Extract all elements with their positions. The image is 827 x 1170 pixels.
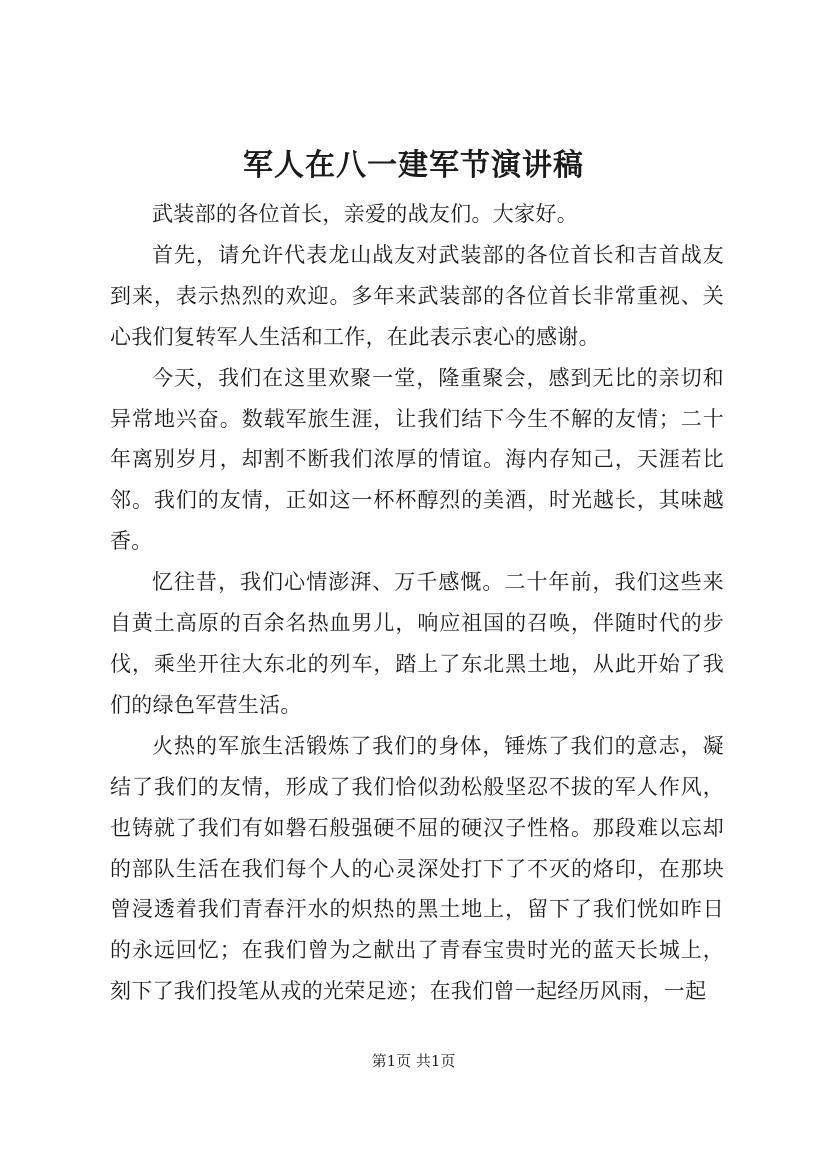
paragraph-memories: 忆往昔，我们心情澎湃、万千感慨。二十年前，我们这些来自黄土高原的百余名热血男儿，响应祖国的召唤，伴随时代的步伐，乘坐开往大东北的列车，踏上了东北黑土地，从此开始了我们的绿色军营生活。: [110, 570, 724, 717]
document-title: 军人在八一建军节演讲稿: [243, 148, 584, 183]
document-body: [110, 194, 724, 1012]
page-number-footer: 第1页 共1页: [371, 1052, 456, 1070]
paragraph-military-life: 火热的军旅生活锻炼了我们的身体，锤炼了我们的意志，凝结了我们的友情，形成了我们恰似劲松般坚忍不拔的军人作风，也铸就了我们有如磐石般强硬不屈的硬汉子性格。那段难以忘却的部队生活在我们每个人的心灵深处打下了不灭的烙印，在那块曾浸透着我们青春汗水的炽热的黑土地上，留下了我们恍如昨日的永远回忆；在我们曾为之献出了青春宝贵时光的蓝天长城上，刻下了我们投笔从戎的光荣足迹；在我们曾一起经历风雨，一起: [110, 733, 724, 1004]
paragraph-greeting: 武装部的各位首长，亲爱的战友们。大家好。: [152, 202, 578, 226]
paragraph-welcome: 首先，请允许代表龙山战友对武装部的各位首长和吉首战友到来，表示热烈的欢迎。多年来武装部的各位首长非常重视、关心我们复转军人生活和工作，在此表示衷心的感谢。: [110, 242, 724, 349]
paragraph-gathering: 今天，我们在这里欢聚一堂，隆重聚会，感到无比的亲切和异常地兴奋。数载军旅生涯，让我们结下今生不解的友情；二十年离别岁月，却割不断我们浓厚的情谊。海内存知己，天涯若比邻。我们的友情，正如这一杯杯醇烈的美酒，时光越长，其味越香。: [110, 365, 724, 554]
